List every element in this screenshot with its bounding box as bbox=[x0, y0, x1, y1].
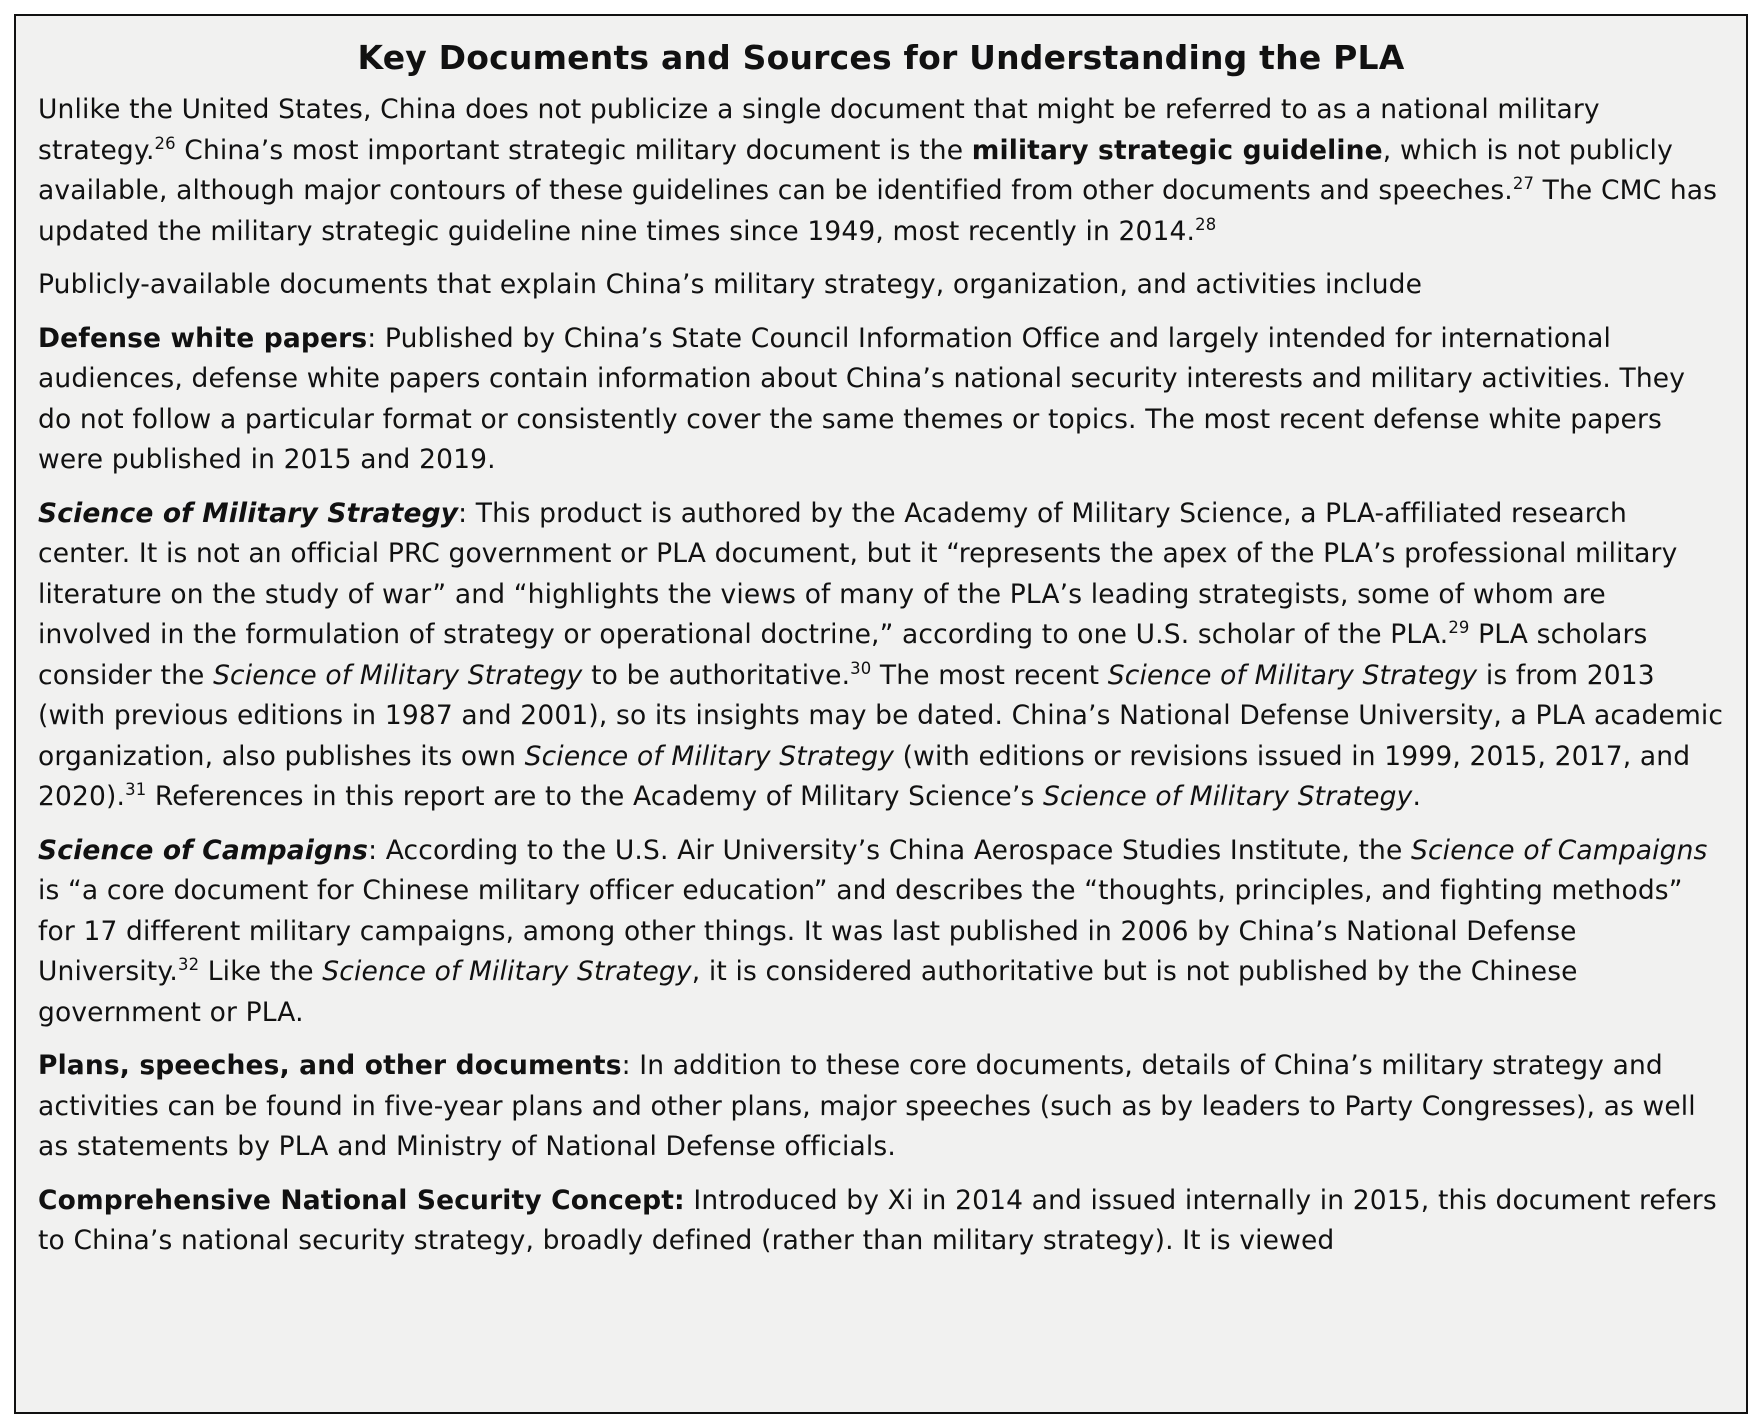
footnote-ref: 27 bbox=[1512, 174, 1535, 194]
text-run: China’s most important strategic military document is the bbox=[175, 134, 972, 166]
text-run: : According to the U.S. Air University’s China Aerospace Studies Institute, the bbox=[368, 834, 1411, 866]
paragraph-public-documents bbox=[38, 265, 1724, 306]
text-run: References in this report are to the Academy of Military Science’s bbox=[146, 781, 1043, 812]
text-run: is “a core document for Chinese military officer education” and describes the “thoughts, principles, and fighting methods” for 17 different military campaigns, among other things. It was last published in 2006 by China’s National Defense University. bbox=[38, 875, 1683, 987]
footnote-ref: 32 bbox=[177, 955, 200, 975]
paragraph-military-strategy bbox=[38, 90, 1724, 252]
section-heading: Defense white papers bbox=[38, 322, 368, 354]
text-run: : This product is authored by the Academy of Military Science, a PLA-affiliated research center. It is not an official PRC government or PLA document, but it “represents the apex of the PLA’s professional military literature on the study of war” and “highlights the views of many of the PLA’s leading strategists, some of whom are involved in the formulation of strategy or operational doctrine,” according to one U.S. scholar of the PLA. bbox=[38, 497, 1678, 650]
section-heading: Comprehensive National Security Concept: bbox=[38, 1184, 685, 1216]
footnote-ref: 31 bbox=[125, 780, 147, 800]
text-run: . bbox=[1412, 781, 1422, 812]
text-run: The most recent bbox=[871, 659, 1108, 691]
text-run: PLA scholars consider the bbox=[38, 619, 1648, 691]
italic-title: Science of Military Strategy bbox=[524, 740, 895, 772]
italic-title: Science of Military Strategy bbox=[1043, 781, 1413, 812]
italic-title: Science of Military Strategy bbox=[1107, 659, 1478, 691]
footnote-ref: 26 bbox=[154, 133, 176, 153]
text-run: The CMC has updated the military strategic guideline nine times since 1949, most recently in 2014. bbox=[38, 175, 1718, 247]
bold-term: military strategic guideline bbox=[971, 134, 1383, 166]
footnote-ref: 30 bbox=[850, 658, 872, 678]
section-heading: Science of Military Strategy bbox=[38, 497, 459, 529]
text-run: , it is considered authoritative but is not published by the Chinese government or PLA. bbox=[38, 956, 1578, 1028]
box-title: Key Documents and Sources for Understanding the PLA bbox=[357, 38, 1405, 77]
text-run: (with editions or revisions issued in 1999, 2015, 2017, and 2020). bbox=[38, 740, 1691, 812]
italic-title: Science of Military Strategy bbox=[322, 956, 692, 987]
italic-title: Science of Military Strategy bbox=[213, 659, 583, 691]
text-run: , which is not publicly available, although major contours of these guidelines can be identified from other documents and speeches. bbox=[38, 134, 1673, 206]
text-run: Introduced by Xi in 2014 and issued internally in 2015, this document refers to China’s national security strategy, broadly defined (rather than military strategy). It is viewed bbox=[38, 1184, 1717, 1256]
sidebar-box bbox=[14, 14, 1748, 1414]
text-run: Like the bbox=[199, 956, 323, 987]
text-run: : Published by China’s State Council Information Office and largely intended for international audiences, defense white papers contain information about China’s national security interests and military activities. They do not follow a particular format or consistently cover the same themes or topics. The most recent defense white papers were published in 2015 and 2019. bbox=[38, 322, 1686, 475]
section-heading: Plans, speeches, and other documents bbox=[38, 1050, 622, 1081]
text-run: : In addition to these core documents, details of China’s military strategy and activities can be found in five-year plans and other plans, major speeches (such as by leaders to Party Congresses), as well as statements by PLA and Ministry of National Defense officials. bbox=[38, 1050, 1696, 1162]
text-run: is from 2013 (with previous editions in 1987 and 2001), so its insights may be dated. China’s National Defense University, a PLA academic organization, also publishes its own bbox=[38, 659, 1724, 772]
text-run: to be authoritative. bbox=[582, 659, 851, 691]
footnote-ref: 29 bbox=[1448, 618, 1470, 638]
text-run: Publicly-available documents that explain China’s military strategy, organization, and activities include bbox=[38, 269, 1423, 300]
footnote-ref: 28 bbox=[1195, 214, 1217, 234]
paragraph-science-of-military-strategy bbox=[38, 494, 1724, 818]
paragraph-plans-speeches bbox=[38, 1046, 1724, 1168]
text-run: Unlike the United States, China does not publicize a single document that might be referred to as a national military strategy. bbox=[38, 94, 1600, 166]
section-heading: Science of Campaigns bbox=[38, 834, 369, 866]
paragraph-national-security-concept bbox=[38, 1181, 1724, 1262]
italic-title: Science of Campaigns bbox=[1410, 834, 1708, 866]
paragraph-science-of-campaigns bbox=[38, 831, 1724, 1034]
paragraph-defense-white-papers bbox=[38, 319, 1724, 481]
